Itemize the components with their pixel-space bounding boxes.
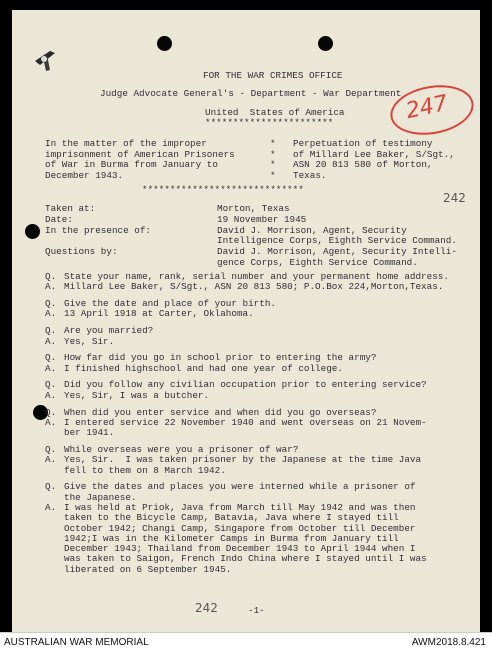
office-heading: FOR THE WAR CRIMES OFFICE — [203, 70, 343, 81]
detail-value: gence Corps, Eighth Service Command. — [217, 257, 418, 268]
case-line: December 1943. — [45, 169, 124, 181]
detail-value: David J. Morrison, Agent, Security Intelli- — [217, 246, 457, 258]
question-text: State your name, rank, serial number and your permanent home address. — [64, 271, 449, 282]
paper-fastener-icon — [32, 43, 58, 73]
star-divider: * — [270, 169, 276, 181]
testimony-line: of Millard Lee Baker, S/Sgt., — [293, 148, 455, 160]
answer-text: was taken to Saigon, French Indo China where I stayed until I was — [64, 553, 427, 565]
circled-stamp-number: 247 — [403, 90, 451, 125]
answer-text: December 1943; Thailand from December 1943 to April 1944 when I — [64, 543, 416, 555]
star-rule-bottom: ***************************** — [142, 184, 304, 195]
question-prefix: Q. — [45, 325, 57, 337]
question-prefix: Q. — [45, 443, 57, 455]
detail-value: Morton, Texas — [217, 203, 290, 214]
star-divider: * — [270, 148, 276, 160]
pencil-page-number: 242 — [443, 191, 466, 205]
detail-value: David J. Morrison, Agent, Security — [217, 224, 407, 236]
department-heading: Judge Advocate General's - Department - War Department — [100, 88, 402, 99]
question-text: Did you follow any civilian occupation prior to entering service? — [64, 379, 427, 391]
answer-prefix: A. — [45, 281, 57, 293]
bottom-stamp-number: 242 — [195, 601, 218, 615]
document-page — [12, 10, 480, 632]
country-heading: United States of America — [205, 107, 345, 118]
question-text: While overseas were you a prisoner of war? — [64, 443, 299, 455]
star-divider: * — [270, 159, 276, 171]
case-line: In the matter of the improper — [45, 138, 207, 149]
question-text: Are you married? — [64, 325, 154, 337]
question-prefix: Q. — [45, 379, 57, 391]
answer-text: liberated on 6 September 1945. — [64, 563, 232, 575]
detail-label: Taken at: — [45, 203, 96, 214]
answer-prefix: A. — [45, 454, 57, 466]
punch-hole-top-right — [318, 36, 333, 51]
answer-text: 1942;I was in the Kilometer Camps in Burma from January till — [64, 532, 399, 544]
star-divider: * — [270, 138, 276, 149]
page-number: -1- — [248, 605, 265, 616]
question-prefix: Q. — [45, 481, 57, 493]
answer-text: Yes, Sir. — [64, 335, 115, 347]
testimony-line: ASN 20 813 580 of Morton, — [293, 159, 433, 171]
question-prefix: Q. — [45, 352, 57, 364]
answer-prefix: A. — [45, 416, 57, 428]
answer-text: taken to the Bicycle Camp, Batavia, Java where I stayed till — [64, 512, 399, 524]
answer-text: fell to them on 8 March 1942. — [64, 464, 226, 476]
answer-prefix: A. — [45, 335, 57, 347]
question-text: When did you enter service and when did you go overseas? — [64, 406, 377, 418]
answer-prefix: A. — [45, 362, 57, 374]
answer-prefix: A. — [45, 501, 57, 513]
question-prefix: Q. — [45, 298, 57, 310]
answer-text: Yes, Sir, I was a butcher. — [64, 389, 210, 401]
answer-prefix: A. — [45, 389, 57, 401]
star-rule-top: *********************** — [205, 117, 334, 128]
answer-text: I was held at Priok, Java from March till May 1942 and was then — [64, 501, 416, 513]
footer-bar — [0, 632, 492, 654]
question-text: Give the date and place of your birth. — [64, 298, 277, 310]
answer-text: October 1942; Changi Camp, Singapore from October till December — [64, 522, 416, 534]
question-text: How far did you go in school prior to entering the army? — [64, 352, 377, 364]
answer-text: 13 April 1918 at Carter, Oklahoma. — [64, 308, 254, 320]
answer-text: I entered service 22 November 1940 and went overseas on 21 Novem- — [64, 416, 427, 428]
question-prefix: Q. — [45, 406, 57, 418]
detail-value: Intelligence Corps, Eighth Service Command. — [217, 235, 457, 247]
answer-text: ber 1941. — [64, 427, 115, 439]
detail-value: 19 November 1945 — [217, 213, 307, 225]
punch-hole-top-left — [157, 36, 172, 51]
testimony-line: Perpetuation of testimony — [293, 138, 433, 149]
detail-label: Date: — [45, 213, 73, 225]
footer-source: AUSTRALIAN WAR MEMORIAL — [4, 637, 149, 648]
question-text: Give the dates and places you were interned while a prisoner of — [64, 481, 416, 493]
case-line: of War in Burma from January to — [45, 159, 218, 171]
detail-label: Questions by: — [45, 246, 118, 258]
footer-accession: AWM2018.8.421 — [411, 637, 486, 648]
case-line: imprisonment of American Prisoners — [45, 148, 235, 160]
answer-text: I finished highschool and had one year of college. — [64, 362, 343, 374]
answer-text: Millard Lee Baker, S/Sgt., ASN 20 813 580; P.O.Box 224,Morton,Texas. — [64, 281, 444, 293]
punch-hole-left-upper — [25, 224, 40, 239]
answer-text: the Japanese. — [64, 491, 137, 503]
detail-label: In the presence of: — [45, 224, 152, 236]
testimony-line: Texas. — [293, 169, 327, 181]
answer-text: Yes, Sir. I was taken prisoner by the Japanese at the time Java — [64, 454, 422, 466]
answer-prefix: A. — [45, 308, 57, 320]
question-prefix: Q. — [45, 271, 57, 282]
